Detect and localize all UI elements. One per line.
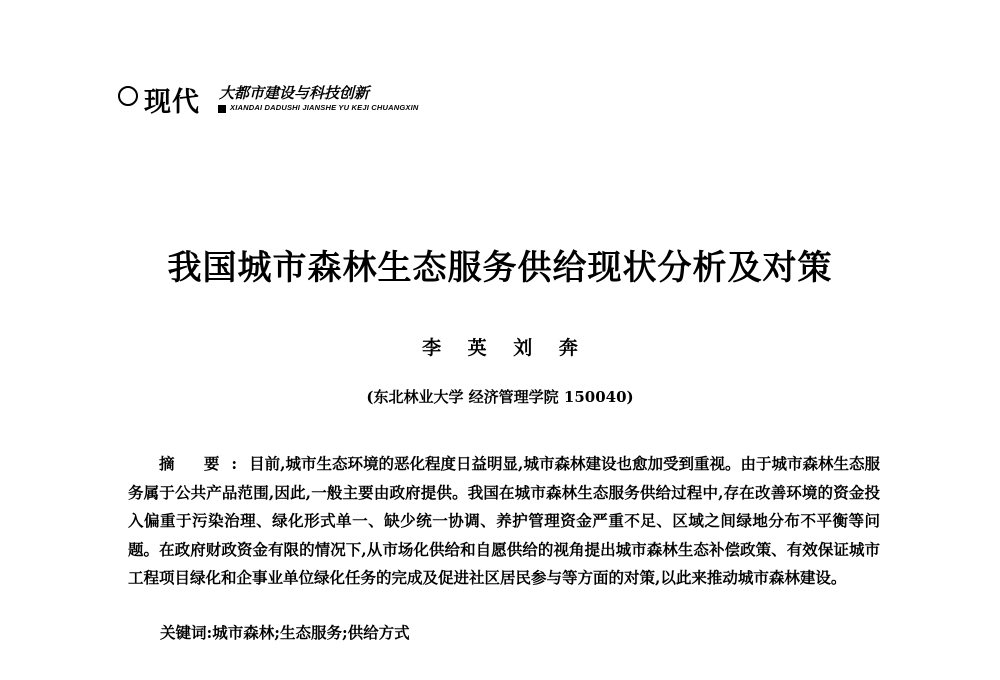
keywords-label: 关键词: [160, 623, 213, 642]
keywords [160, 621, 410, 643]
keywords-text: 城市森林;生态服务;供给方式 [212, 623, 410, 642]
journal-name-pinyin: XIANDAI DADUSHI JIANSHE YU KEJI CHUANGXIN [230, 103, 419, 112]
paper-authors: 李 英 刘 奔 [422, 337, 578, 359]
journal-name-cn: 大都市建设与科技创新 [219, 84, 370, 102]
author-affiliation: (东北林业大学 经济管理学院 150040) [366, 388, 634, 406]
journal-logo-word: 现代 [144, 87, 200, 118]
paper-title: 我国城市森林生态服务供给现状分析及对策 [167, 248, 833, 288]
square-bullet-icon [218, 105, 226, 113]
journal-masthead [118, 80, 538, 120]
abstract-text: 目前,城市生态环境的恶化程度日益明显,城市森林建设也愈加受到重视。由于城市森林生态服务属于公共产品范围,因此,一般主要由政府提供。我国在城市森林生态服务供给过程中,存在改善环境的资金投入偏重于污染治理、绿化形式单一、缺少统一协调、养护管理资金严重不足、区域之间绿地分布不平衡等问题。在政府财政资金有限的情况下,从市场化供给和自愿供给的视角提出城市森林生态补偿政策、有效保证城市工程项目绿化和企事业单位绿化任务的完成及促进社区居民参与等方面的对策,以此来推动城市森林建设。 [128, 454, 880, 587]
circle-logo-icon [118, 86, 138, 106]
abstract-label: 摘 要: [159, 454, 250, 473]
abstract [128, 450, 880, 593]
